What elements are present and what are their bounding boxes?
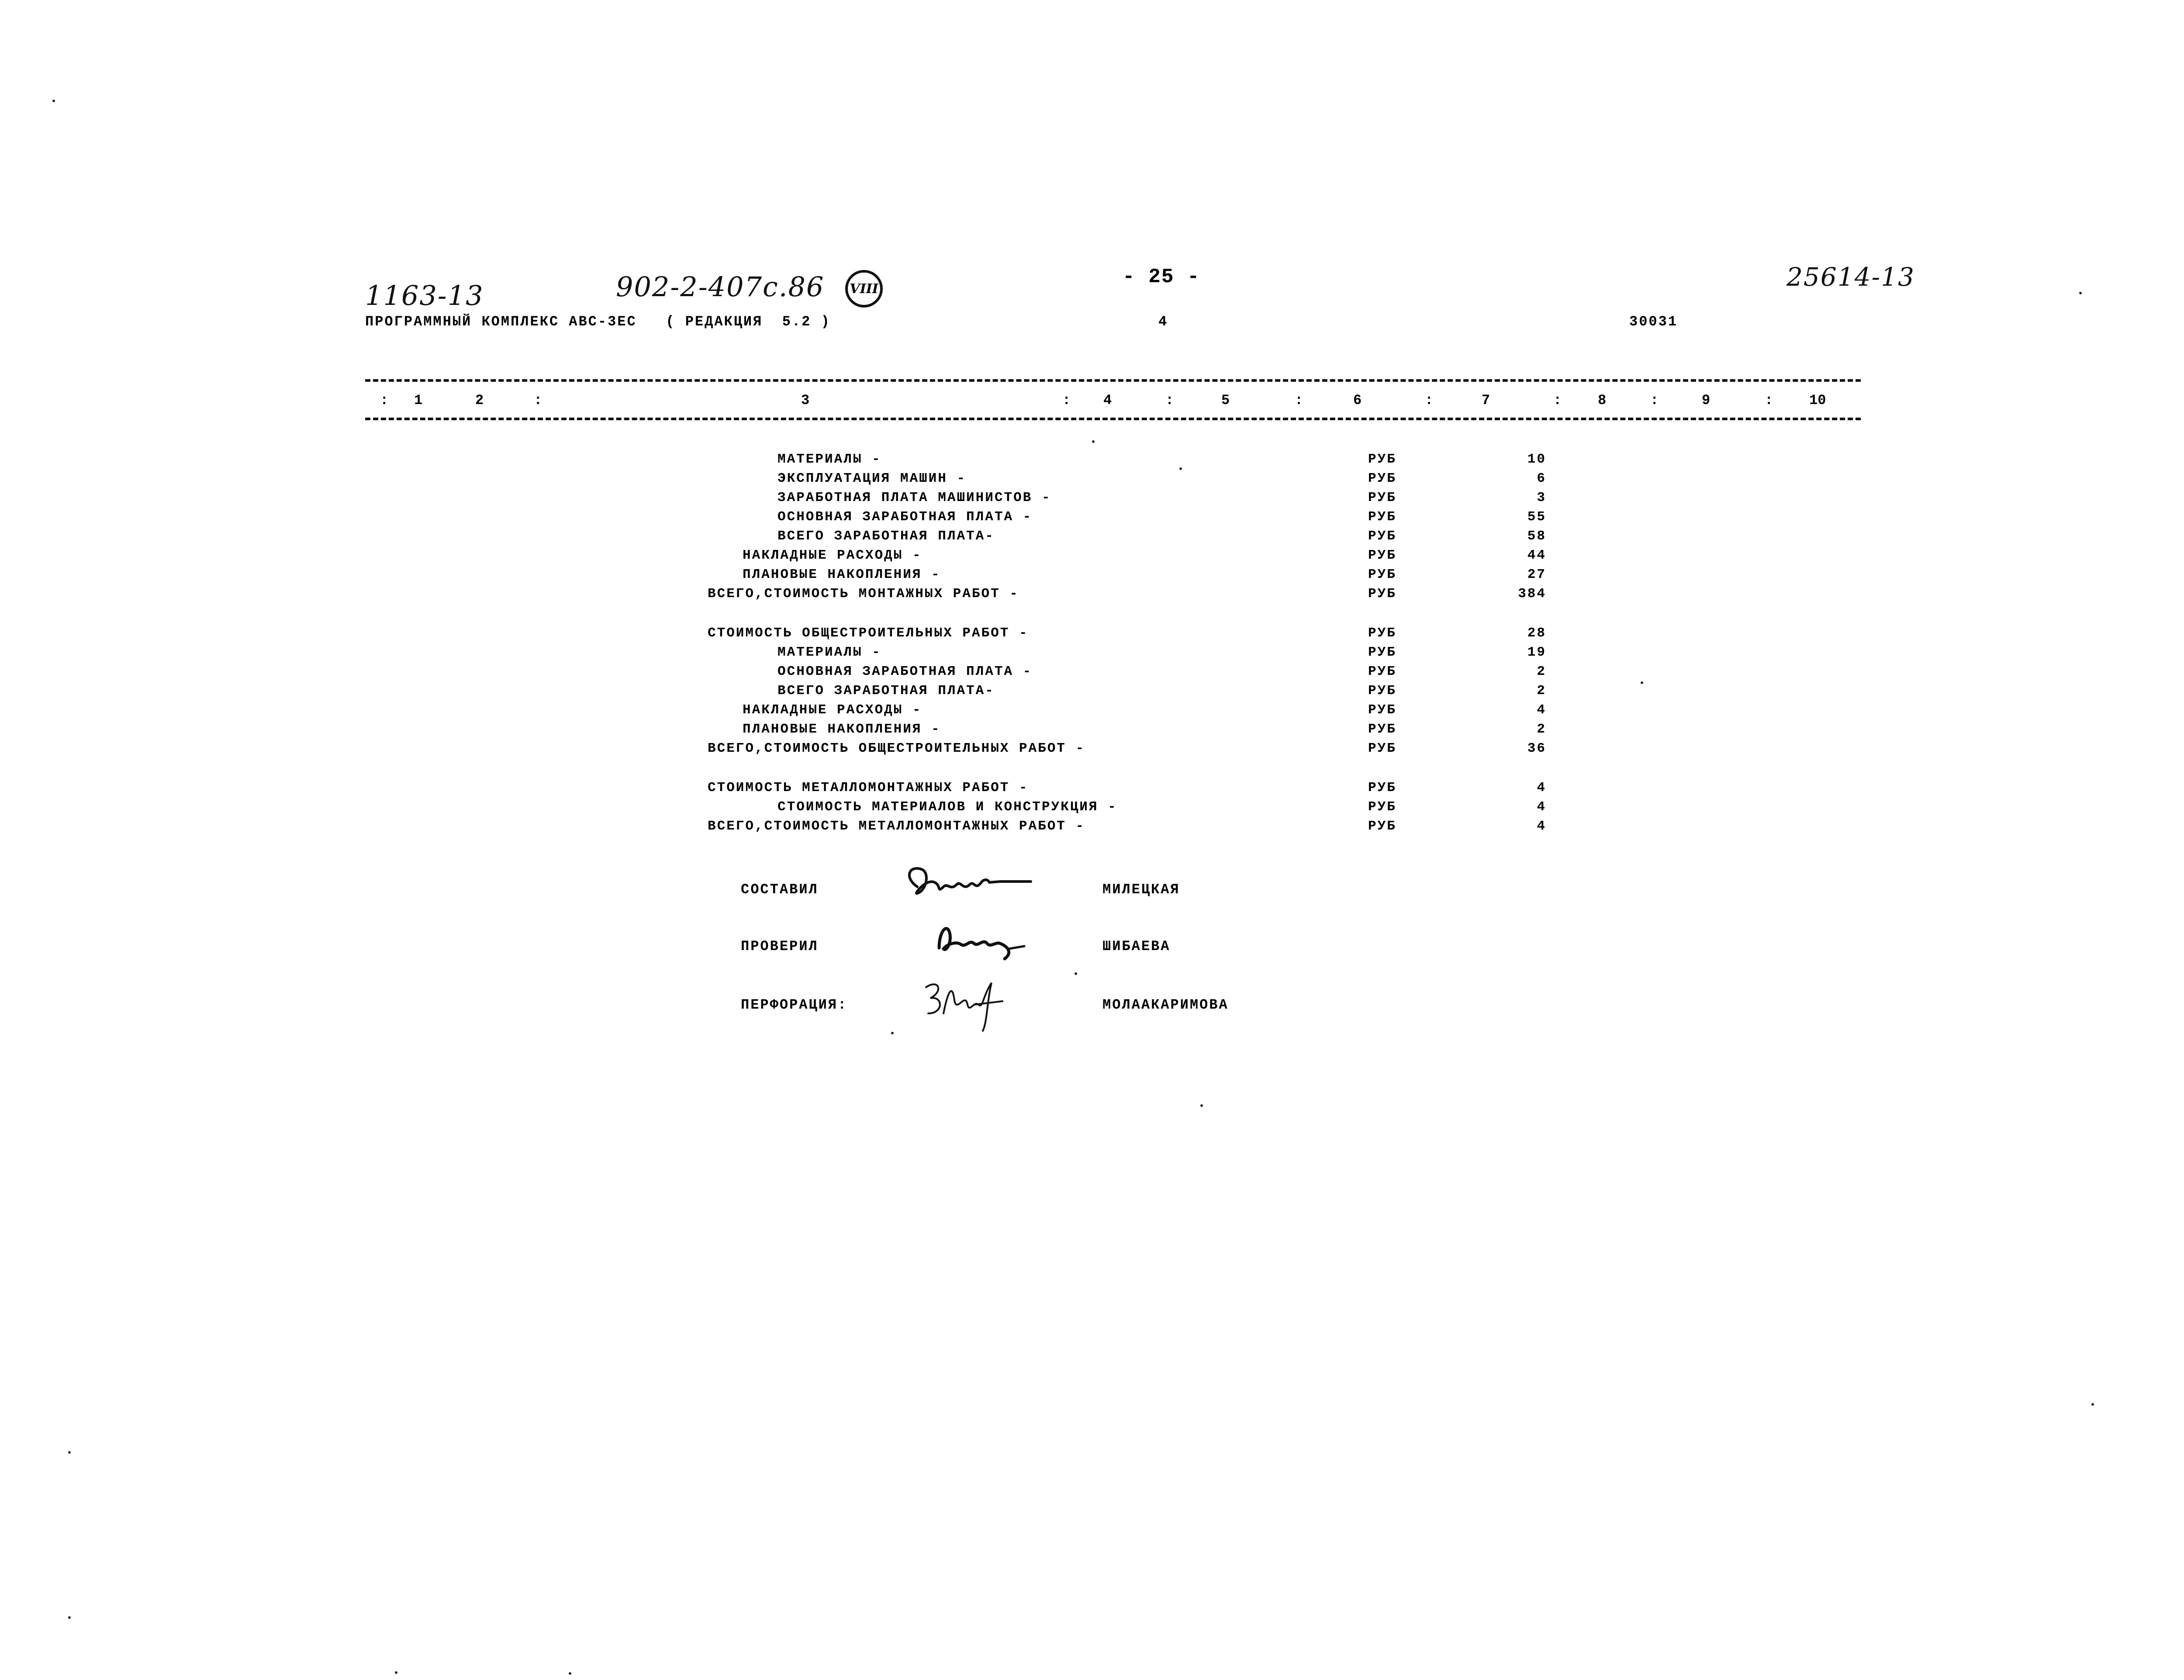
column-number: 7 bbox=[1482, 392, 1490, 408]
sheet-number: 4 bbox=[1158, 314, 1168, 330]
table-row bbox=[0, 701, 2184, 720]
row-unit: РУБ bbox=[1368, 780, 1396, 795]
table-row bbox=[0, 662, 2184, 681]
row-label: ВСЕГО,СТОИМОСТЬ ОБЩЕСТРОИТЕЛЬНЫХ РАБОТ - bbox=[708, 741, 1085, 756]
column-separator: : bbox=[380, 392, 389, 408]
table-row bbox=[0, 508, 2184, 527]
row-unit: РУБ bbox=[1368, 509, 1396, 525]
scan-speck bbox=[1200, 1104, 1203, 1107]
row-label: ВСЕГО ЗАРАБОТНАЯ ПЛАТА- bbox=[778, 529, 995, 544]
table-row bbox=[0, 778, 2184, 798]
scan-speck bbox=[1179, 467, 1182, 470]
row-label: ПЛАНОВЫЕ НАКОПЛЕНИЯ - bbox=[743, 722, 941, 737]
checked-by-label: ПРОВЕРИЛ bbox=[741, 938, 819, 954]
column-number: 4 bbox=[1103, 392, 1112, 408]
row-label: ОСНОВНАЯ ЗАРАБОТНАЯ ПЛАТА - bbox=[778, 509, 1033, 525]
table-row bbox=[0, 450, 2184, 469]
row-value: 58 bbox=[1527, 529, 1546, 544]
scan-speck bbox=[2091, 1403, 2094, 1406]
row-unit: РУБ bbox=[1368, 645, 1396, 660]
row-label: ВСЕГО,СТОИМОСТЬ МЕТАЛЛОМОНТАЖНЫХ РАБОТ - bbox=[708, 819, 1085, 834]
scan-speck bbox=[52, 100, 55, 102]
table-row bbox=[0, 565, 2184, 584]
column-number: 8 bbox=[1598, 392, 1607, 408]
row-label: МАТЕРИАЛЫ - bbox=[778, 452, 881, 467]
table-row bbox=[0, 488, 2184, 508]
row-label: СТОИМОСТЬ ОБЩЕСТРОИТЕЛЬНЫХ РАБОТ - bbox=[708, 626, 1029, 641]
column-separator: : bbox=[1553, 392, 1562, 408]
column-number: 1 bbox=[414, 392, 423, 408]
row-label: ОСНОВНАЯ ЗАРАБОТНАЯ ПЛАТА - bbox=[778, 664, 1033, 679]
row-label: НАКЛАДНЫЕ РАСХОДЫ - bbox=[743, 702, 922, 718]
handwritten-doc-number-left: 1163-13 bbox=[365, 280, 484, 311]
scan-speck bbox=[395, 1671, 397, 1674]
row-value: 4 bbox=[1537, 780, 1546, 795]
perforation-signature bbox=[917, 974, 1013, 1035]
table-row bbox=[0, 739, 2184, 758]
column-separator: : bbox=[1062, 392, 1071, 408]
table-row bbox=[0, 584, 2184, 604]
column-number: 3 bbox=[801, 392, 810, 408]
table-row bbox=[0, 720, 2184, 739]
table-row bbox=[0, 527, 2184, 546]
page-number: - 25 - bbox=[1123, 266, 1200, 288]
row-value: 44 bbox=[1527, 548, 1546, 563]
row-unit: РУБ bbox=[1368, 567, 1396, 582]
row-value: 2 bbox=[1537, 683, 1546, 698]
row-value: 10 bbox=[1527, 452, 1546, 467]
column-separator: : bbox=[1425, 392, 1434, 408]
row-label: ВСЕГО,СТОИМОСТЬ МОНТАЖНЫХ РАБОТ - bbox=[708, 586, 1019, 601]
row-unit: РУБ bbox=[1368, 799, 1396, 815]
row-unit: РУБ bbox=[1368, 664, 1396, 679]
row-label: ВСЕГО ЗАРАБОТНАЯ ПЛАТА- bbox=[778, 683, 995, 698]
handwritten-project-code: 902-2-407с.86 bbox=[616, 271, 825, 303]
row-unit: РУБ bbox=[1368, 548, 1396, 563]
row-value: 4 bbox=[1537, 799, 1546, 815]
document-code: 30031 bbox=[1629, 314, 1678, 330]
row-value: 4 bbox=[1537, 819, 1546, 834]
compiled-by-name: МИЛЕЦКАЯ bbox=[1102, 881, 1180, 898]
scan-speck bbox=[569, 1672, 571, 1675]
scan-speck bbox=[1075, 972, 1077, 975]
scan-speck bbox=[1641, 681, 1643, 684]
row-unit: РУБ bbox=[1368, 702, 1396, 718]
column-separator: : bbox=[1295, 392, 1303, 408]
table-row bbox=[0, 817, 2184, 836]
row-unit: РУБ bbox=[1368, 683, 1396, 698]
scan-speck bbox=[68, 1451, 71, 1454]
row-value: 2 bbox=[1537, 722, 1546, 737]
perforation-name: МОЛААКАРИМОВА bbox=[1102, 997, 1229, 1013]
row-label: СТОИМОСТЬ МАТЕРИАЛОВ И КОНСТРУКЦИЯ - bbox=[778, 799, 1117, 815]
row-value: 384 bbox=[1518, 586, 1546, 601]
table-row bbox=[0, 798, 2184, 817]
handwritten-doc-number-right: 25614-13 bbox=[1787, 262, 1915, 292]
checked-by-name: ШИБАЕВА bbox=[1102, 938, 1171, 954]
row-value: 27 bbox=[1527, 567, 1546, 582]
row-unit: РУБ bbox=[1368, 452, 1396, 467]
row-unit: РУБ bbox=[1368, 471, 1396, 486]
column-number: 2 bbox=[475, 392, 484, 408]
column-number: 5 bbox=[1221, 392, 1230, 408]
column-separator: : bbox=[1650, 392, 1659, 408]
column-number: 10 bbox=[1809, 392, 1826, 408]
scan-speck bbox=[2079, 292, 2082, 294]
row-unit: РУБ bbox=[1368, 741, 1396, 756]
row-unit: РУБ bbox=[1368, 722, 1396, 737]
row-label: ЗАРАБОТНАЯ ПЛАТА МАШИНИСТОВ - bbox=[778, 490, 1051, 505]
column-separator: : bbox=[1765, 392, 1773, 408]
table-row bbox=[0, 469, 2184, 488]
checked-signature bbox=[930, 917, 1035, 965]
table-row bbox=[0, 681, 2184, 701]
row-value: 6 bbox=[1537, 471, 1546, 486]
row-unit: РУБ bbox=[1368, 490, 1396, 505]
column-separator: : bbox=[1165, 392, 1174, 408]
compiled-by-label: СОСТАВИЛ bbox=[741, 881, 819, 898]
program-line: ПРОГРАММНЫЙ КОМПЛЕКС АВС-3ЕС ( РЕДАКЦИЯ 5.2 ) bbox=[365, 314, 831, 330]
table-row bbox=[0, 643, 2184, 662]
scan-speck bbox=[68, 1616, 71, 1619]
table-top-rule bbox=[365, 379, 1861, 382]
column-separator: : bbox=[534, 392, 543, 408]
row-label: НАКЛАДНЫЕ РАСХОДЫ - bbox=[743, 548, 922, 563]
table-header-bottom-rule bbox=[365, 418, 1861, 420]
row-value: 36 bbox=[1527, 741, 1546, 756]
row-unit: РУБ bbox=[1368, 626, 1396, 641]
circled-roman-numeral-stamp bbox=[845, 270, 883, 308]
column-number: 6 bbox=[1353, 392, 1362, 408]
row-unit: РУБ bbox=[1368, 819, 1396, 834]
row-value: 55 bbox=[1527, 509, 1546, 525]
row-label: ПЛАНОВЫЕ НАКОПЛЕНИЯ - bbox=[743, 567, 941, 582]
row-label: МАТЕРИАЛЫ - bbox=[778, 645, 881, 660]
perforation-label: ПЕРФОРАЦИЯ: bbox=[741, 997, 848, 1013]
row-value: 19 bbox=[1527, 645, 1546, 660]
row-unit: РУБ bbox=[1368, 529, 1396, 544]
row-label: СТОИМОСТЬ МЕТАЛЛОМОНТАЖНЫХ РАБОТ - bbox=[708, 780, 1029, 795]
compiled-signature bbox=[900, 861, 1040, 909]
row-value: 2 bbox=[1537, 664, 1546, 679]
scan-speck bbox=[891, 1032, 894, 1034]
row-value: 4 bbox=[1537, 702, 1546, 718]
scan-speck bbox=[1092, 440, 1095, 443]
table-row bbox=[0, 546, 2184, 565]
circled-roman-numeral-text: VIII bbox=[850, 281, 878, 297]
table-row bbox=[0, 624, 2184, 643]
column-number: 9 bbox=[1702, 392, 1711, 408]
row-unit: РУБ bbox=[1368, 586, 1396, 601]
row-label: ЭКСПЛУАТАЦИЯ МАШИН - bbox=[778, 471, 967, 486]
row-value: 3 bbox=[1537, 490, 1546, 505]
row-value: 28 bbox=[1527, 626, 1546, 641]
